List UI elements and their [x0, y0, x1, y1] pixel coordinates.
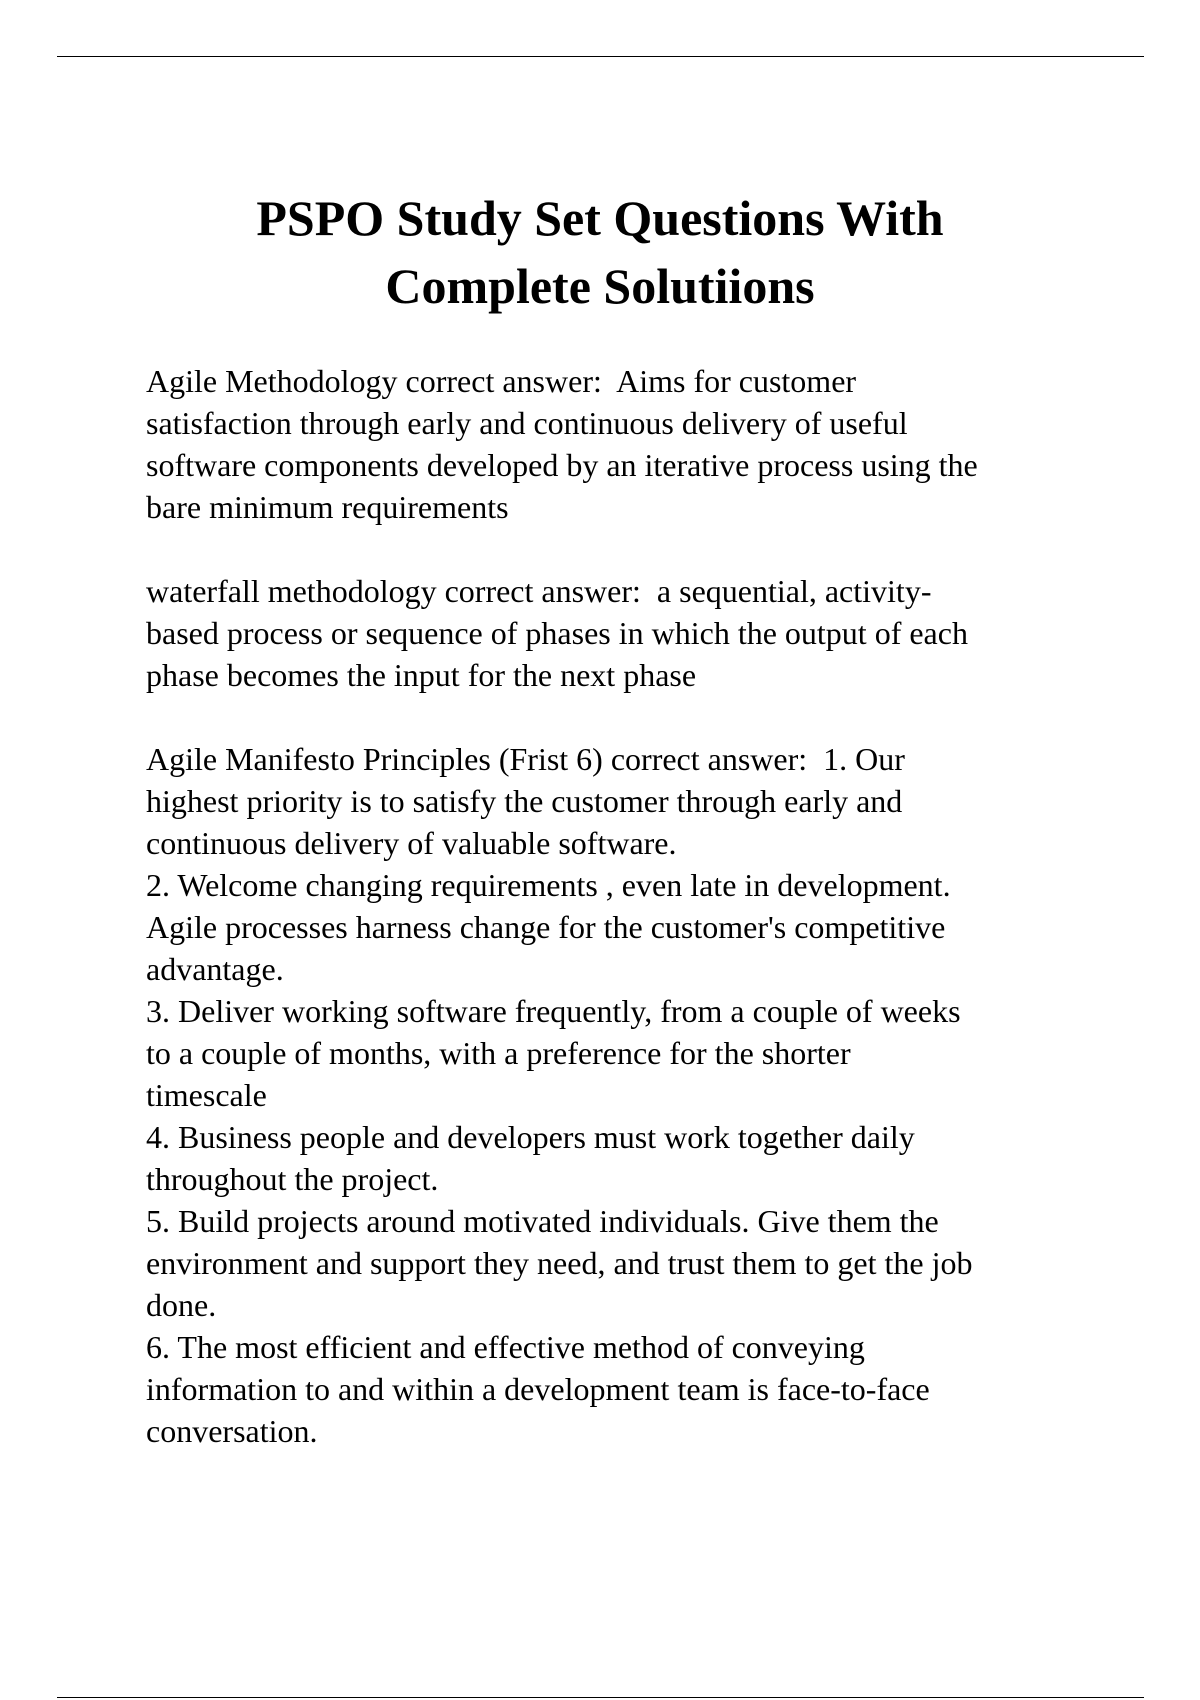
entry-agile-manifesto-principles	[146, 738, 1146, 1452]
entry-line: software components developed by an iterative process using the	[146, 447, 978, 483]
entry-line: throughout the project.	[146, 1161, 439, 1197]
entry-line: Agile Manifesto Principles (Frist 6) correct answer: 1. Our	[146, 741, 905, 777]
document-title	[100, 184, 1100, 320]
entry-line: bare minimum requirements	[146, 489, 509, 525]
entry-line: based process or sequence of phases in which the output of each	[146, 615, 968, 651]
top-rule	[57, 56, 1144, 57]
entry-agile-methodology	[146, 360, 1146, 528]
entry-line: to a couple of months, with a preference for the shorter	[146, 1035, 851, 1071]
entry-line: phase becomes the input for the next phase	[146, 657, 697, 693]
entry-line: highest priority is to satisfy the customer through early and	[146, 783, 903, 819]
entry-line: timescale	[146, 1077, 267, 1113]
document-body	[146, 360, 1146, 1452]
entry-waterfall-methodology	[146, 570, 1146, 696]
entry-line: done.	[146, 1287, 217, 1323]
entry-line: waterfall methodology correct answer: a sequential, activity-	[146, 573, 932, 609]
paragraph-gap	[146, 528, 1146, 570]
paragraph-gap	[146, 696, 1146, 738]
entry-line: 4. Business people and developers must work together daily	[146, 1119, 915, 1155]
entry-line: satisfaction through early and continuous delivery of useful	[146, 405, 908, 441]
entry-line: conversation.	[146, 1413, 318, 1449]
entry-line: Agile Methodology correct answer: Aims for customer	[146, 363, 857, 399]
entry-line: 3. Deliver working software frequently, from a couple of weeks	[146, 993, 961, 1029]
entry-line: information to and within a development team is face-to-face	[146, 1371, 930, 1407]
bottom-rule	[57, 1697, 1144, 1698]
title-line-2: Complete Solutiions	[385, 258, 815, 314]
entry-line: continuous delivery of valuable software.	[146, 825, 677, 861]
entry-line: 2. Welcome changing requirements , even late in development.	[146, 867, 951, 903]
entry-line: 6. The most efficient and effective method of conveying	[146, 1329, 865, 1365]
entry-line: environment and support they need, and trust them to get the job	[146, 1245, 973, 1281]
title-line-1: PSPO Study Set Questions With	[256, 190, 944, 246]
entry-line: Agile processes harness change for the customer's competitive	[146, 909, 946, 945]
entry-line: advantage.	[146, 951, 284, 987]
entry-line: 5. Build projects around motivated individuals. Give them the	[146, 1203, 939, 1239]
